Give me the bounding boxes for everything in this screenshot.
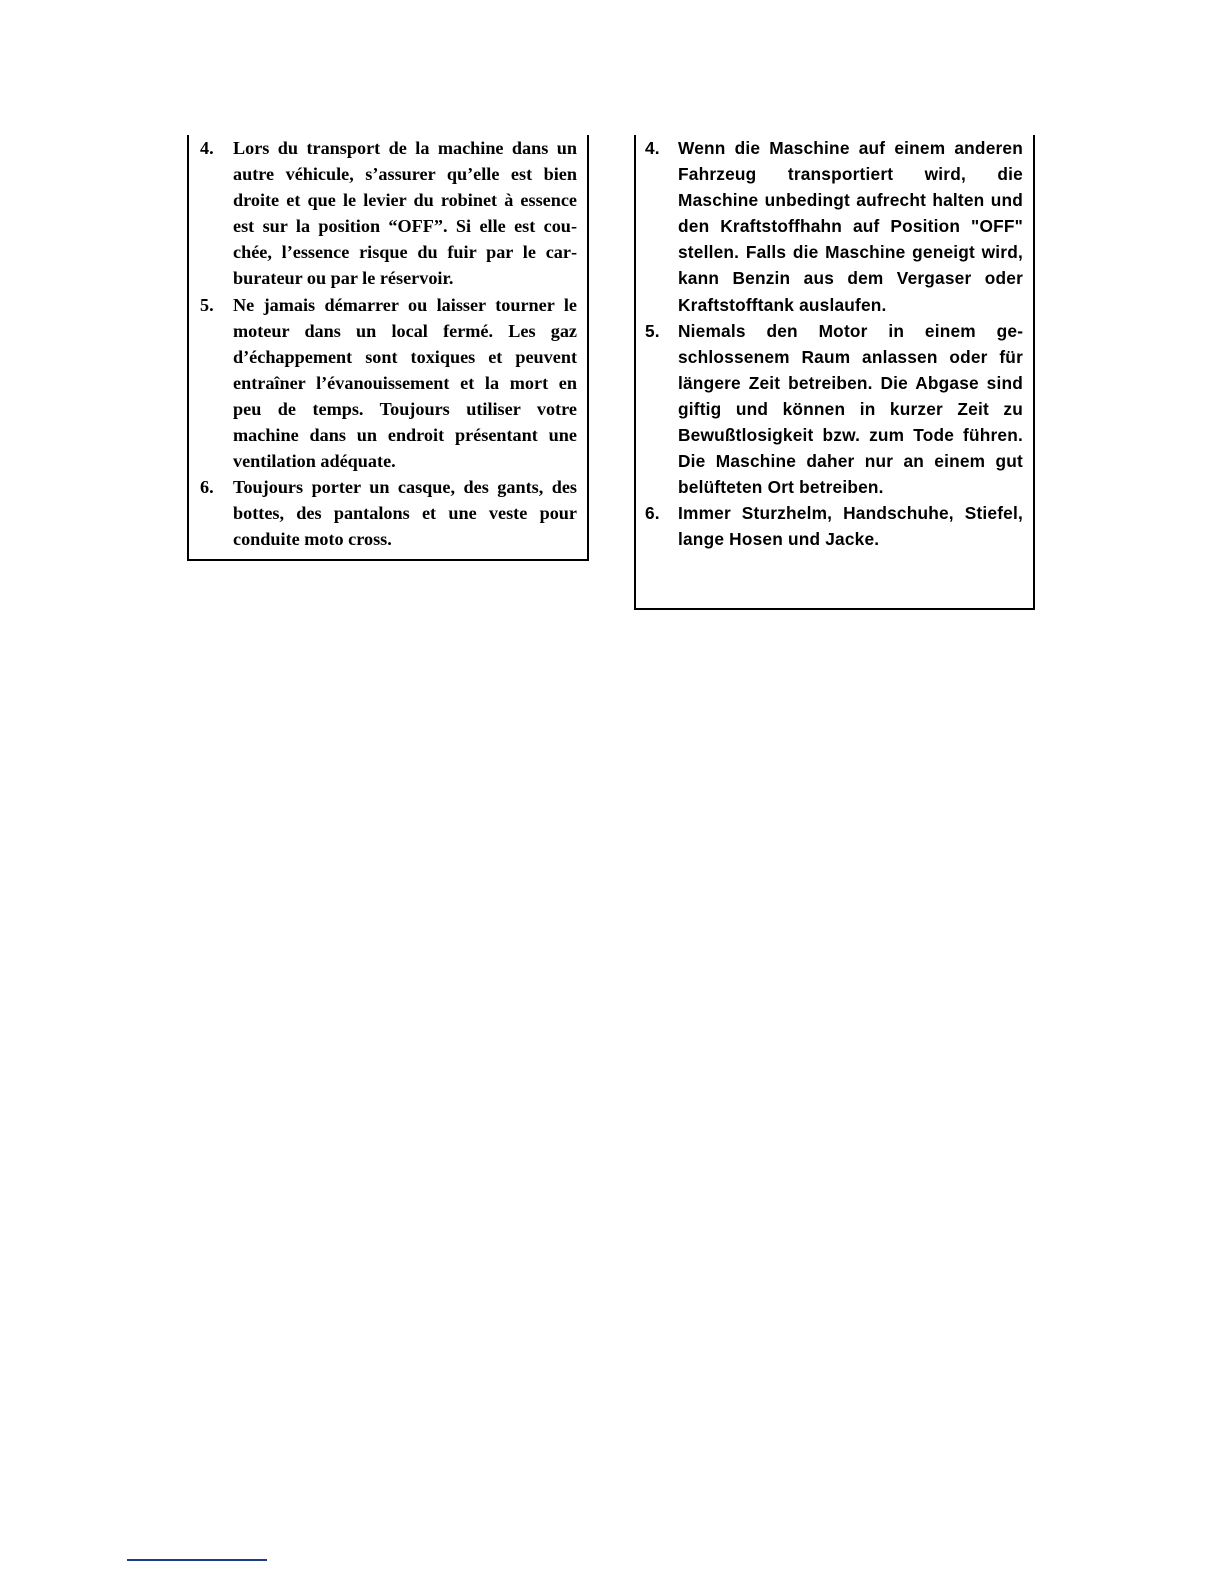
item-number: 5.	[645, 320, 660, 341]
item-text: Ne jamais démarrer ou laisser tourner le moteur dans un local fermé. Les gaz d’échappement sont toxiques et peuvent entraîner l’évanouissement et la mort en peu de temps. Toujours utiliser votre machine dans un endroit présentant une ventilation adéquate.	[233, 294, 577, 472]
item-text: Lors du transport de la machine dans un autre véhicule, s’assurer qu’elle est bien droite et que le levier du robinet à essence est sur la position “OFF”. Si elle est couchée, l’essence risque du fuir par le carburateur ou par le réservoir.	[233, 138, 577, 289]
list-item	[642, 135, 1023, 318]
item-number: 6.	[645, 503, 660, 524]
french-warning-list	[197, 135, 577, 553]
french-warning-box	[187, 135, 589, 561]
item-text: Wenn die Maschine auf einem anderen Fahrzeug transportiert wird, die Maschine unbedingt aufrecht halten und den Kraftstoffhahn auf Position "OFF" stellen. Falls die Maschine geneigt wird, kann Benzin aus dem Vergaser oder Kraftstofftank auslaufen.	[678, 138, 1023, 315]
item-text: Toujours porter un casque, des gants, des bottes, des pantalons et une veste pour conduite moto cross.	[233, 477, 577, 550]
list-item	[642, 318, 1023, 501]
item-number: 4.	[645, 138, 660, 158]
footnote-separator-rule	[127, 1559, 267, 1561]
german-warning-list	[642, 135, 1023, 553]
item-text: Niemals den Motor in einem geschlossenem Raum anlassen oder für längere Zeit betreiben. Die Abgase sind giftig und können in kurzer Zeit zu Bewußtlosigkeit bzw. zum Tode führen. Die Maschine daher nur an einem gut belüfteten Ort betreiben.	[678, 320, 1023, 498]
item-number: 4.	[200, 138, 214, 158]
list-item	[197, 135, 577, 292]
list-item	[197, 292, 577, 475]
item-number: 6.	[200, 477, 214, 498]
item-number: 5.	[200, 294, 214, 315]
item-text: Immer Sturzhelm, Handschuhe, Stiefel, lange Hosen und Jacke.	[678, 503, 1023, 550]
german-warning-box	[634, 135, 1035, 610]
list-item	[197, 474, 577, 552]
list-item	[642, 500, 1023, 552]
